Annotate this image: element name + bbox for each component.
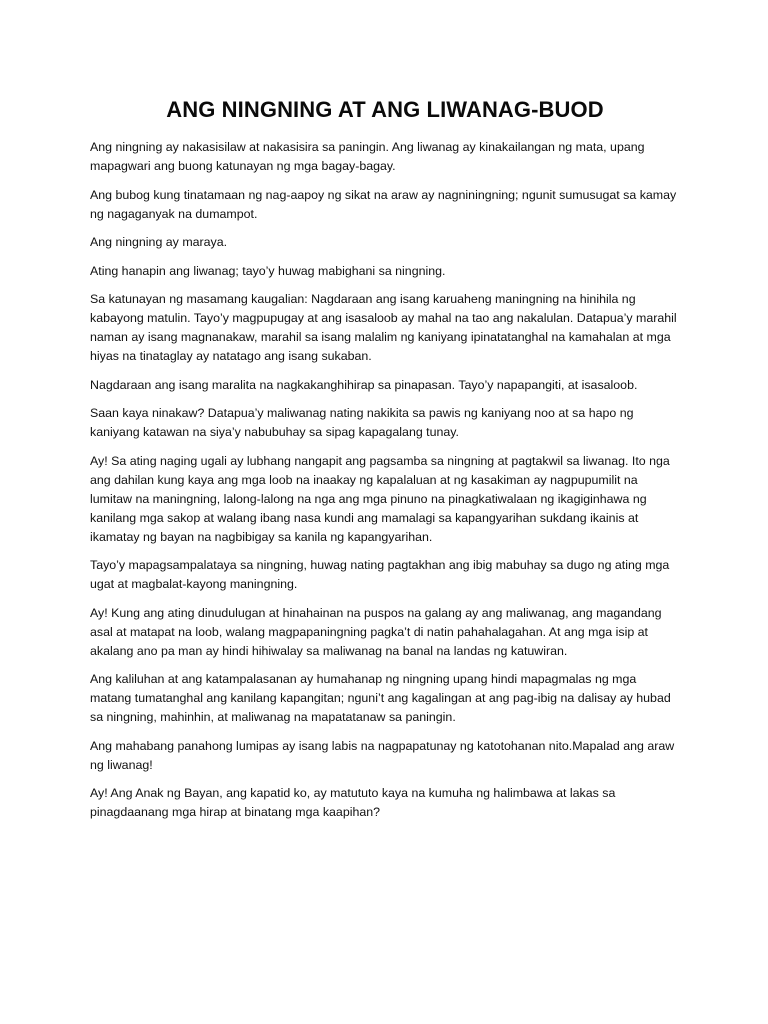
paragraph-8: Ay! Sa ating naging ugali ay lubhang nangapit ang pagsamba sa ningning at pagtakwil sa liwanag. Ito nga ang dahilan kung kaya ang mga loob na inaakay ng kapalaluan at ng kasakiman ay nagpupumilit na lumitaw na maningning, lalong-lalong na nga ang mga pinuno na pinagkatiwalaan ng ikagiginhawa ng kanilang mga sakop at walang ibang nasa kundi ang mamalagi sa kapangyarihan sukdang ikainis at ikamatay ng bayan na nagbibigay sa kanila ng kapangyarihan. — [90, 453, 670, 544]
paragraph-2: Ang bubog kung tinatamaan ng nag-aapoy ng sikat na araw ay nagniningning; ngunit sumusugat sa kamay ng nagaganyak na dumampot. — [90, 187, 677, 221]
paragraph-11: Ang kaliluhan at ang katampalasanan ay humahanap ng ningning upang hindi mapagmalas ng mga matang tumatanghal ang kanilang kapangitan; nguni’t ang kagalingan at ang pag-ibig na dalisay ay hubad sa ningning, mahinhin, at maliwanag na mapatatanaw sa paningin. — [90, 672, 671, 724]
paragraph-12: Ang mahabang panahong lumipas ay isang labis na nagpapatunay ng katotohanan nito.Mapalad ang araw ng liwanag! — [90, 738, 675, 772]
paragraph-9: Tayo’y mapagsampalataya sa ningning, huwag nating pagtakhan ang ibig mabuhay sa dugo ng ating mga ugat at magbalat-kayong maningning. — [90, 558, 670, 591]
document-title: ANG NINGNING AT ANG LIWANAG-BUOD — [166, 97, 604, 122]
paragraph-6: Nagdaraan ang isang maralita na nagkakanghihirap sa pinapasan. Tayo’y napapangiti, at isasaloob. — [90, 377, 638, 392]
paragraph-3: Ang ningning ay maraya. — [90, 235, 228, 249]
paragraph-4: Ating hanapin ang liwanag; tayo’y huwag mabighani sa ningning. — [90, 263, 446, 278]
paragraph-7: Saan kaya ninakaw? Datapua’y maliwanag nating nakikita sa pawis ng kaniyang noo at sa hapo ng kaniyang katawan na siya’y nabubuhay sa sipag kapagalang tunay. — [90, 406, 634, 439]
paragraph-1: Ang ningning ay nakasisilaw at nakasisira sa paningin. Ang liwanag ay kinakailangan ng mata, upang mapagwari ang buong katunayan ng mga bagay-bagay. — [90, 140, 645, 173]
document-body — [90, 138, 680, 822]
paragraph-10: Ay! Kung ang ating dinudulugan at hinahainan na puspos na galang ay ang maliwanag, ang magandang asal at matapat na loob, walang magpapaningning pagka’t di natin pahahalagahan. At ang mga isip at akalang ano pa man ay hindi hihiwalay sa maliwanag na banal na landas ng katuwiran. — [90, 605, 662, 658]
paragraph-5: Sa katunayan ng masamang kaugalian: Nagdaraan ang isang karuaheng maningning na hinihila ng kabayong matulin. Tayo’y magpupugay at ang isasaloob ay mahal na tao ang nakalulan. Datapua’y marahil naman ay isang magnanakaw, marahil sa isang malalim ng kaniyang ipinatatanghal na kamahalan at mga hiyas na tinataglay ay natatago ang isang sukaban. — [90, 292, 677, 363]
paragraph-13: Ay! Ang Anak ng Bayan, ang kapatid ko, ay matututo kaya na kumuha ng halimbawa at lakas sa pinagdaanang mga hirap at binatang mga kaapihan? — [90, 786, 616, 819]
